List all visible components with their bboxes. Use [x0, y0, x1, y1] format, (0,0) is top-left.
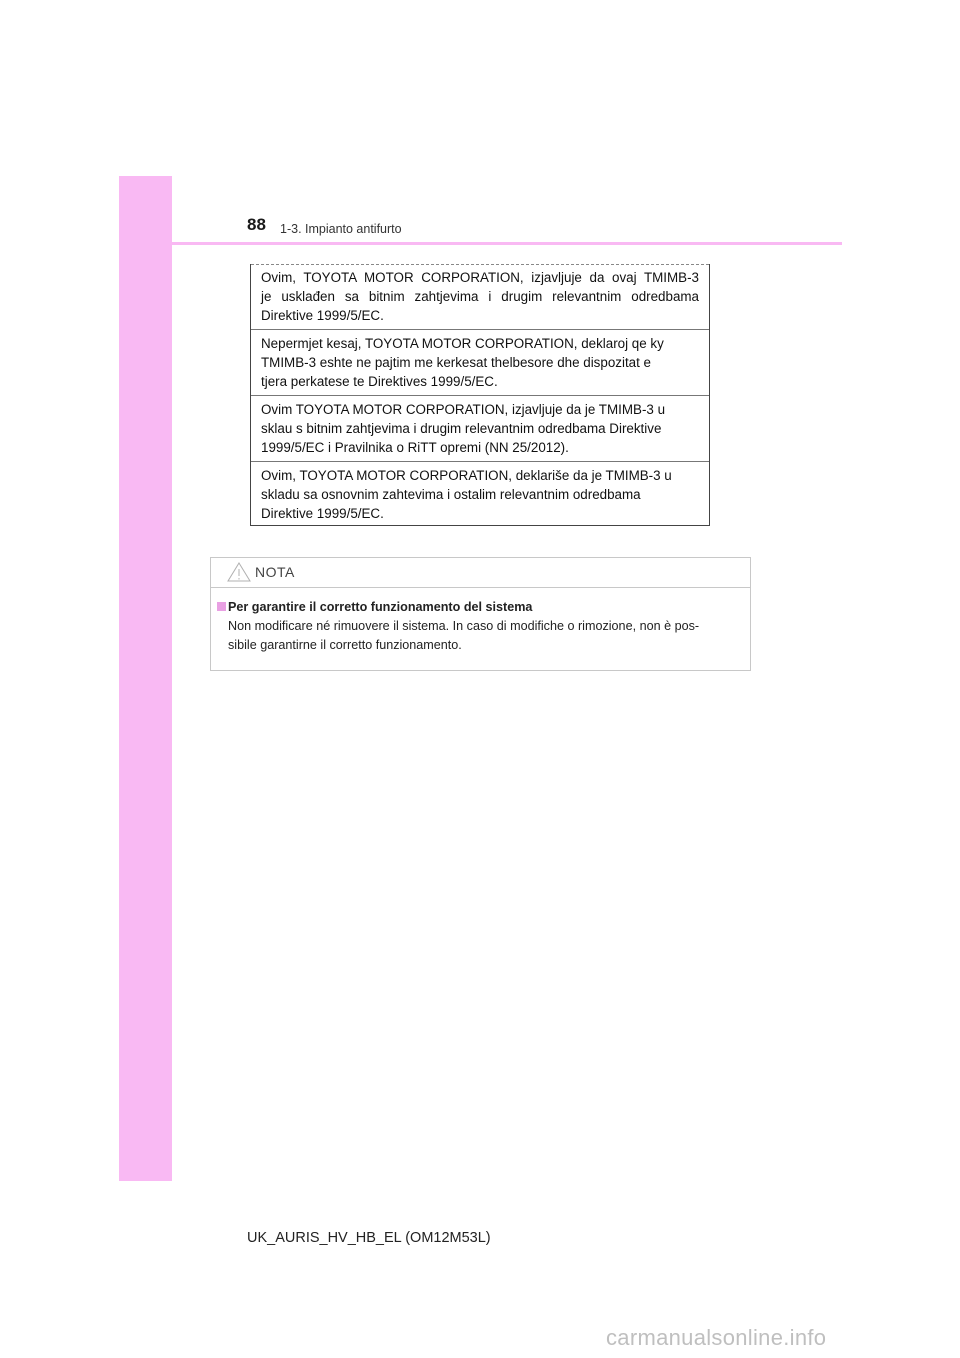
note-header: [211, 558, 750, 588]
note-item-title: [216, 598, 742, 617]
note-text-line: Non modificare né rimuovere il sistema. In caso di modifiche o rimozione, non è pos-: [228, 619, 700, 633]
side-color-band: [119, 176, 172, 1181]
declaration-line: Nepermjet kesaj, TOYOTA MOTOR CORPORATION, deklaroj qe ky: [261, 336, 664, 351]
note-box: [210, 557, 751, 671]
note-label: NOTA: [255, 564, 295, 580]
declaration-line: Direktive 1999/5/EC.: [261, 506, 384, 521]
declaration-row-albanian: [251, 329, 709, 395]
page-number: 88: [247, 215, 266, 234]
declaration-row-serbian: [251, 461, 709, 526]
declaration-line: Ovim, TOYOTA MOTOR CORPORATION, deklariše da je TMIMB-3 u: [261, 468, 672, 483]
declaration-line: 1999/5/EC i Pravilnika o RiTT opremi (NN 25/2012).: [261, 440, 569, 455]
declaration-line: sklau s bitnim zahtjevima i drugim relevantnim odredbama Direktive: [261, 421, 662, 436]
declaration-line: Ovim TOYOTA MOTOR CORPORATION, izjavljuje da je TMIMB-3 u: [261, 402, 666, 417]
watermark: carmanualsonline.info: [606, 1325, 827, 1350]
declaration-line: skladu sa osnovnim zahtevima i ostalim relevantnim odredbama: [261, 487, 641, 502]
declaration-line: Ovim, TOYOTA MOTOR CORPORATION, izjavljuje da ovaj TMIMB-3: [261, 270, 699, 285]
declaration-row-croatian: [251, 395, 709, 461]
note-item-title-text: Per garantire il corretto funzionamento del sistema: [228, 600, 533, 614]
note-body: [216, 598, 742, 655]
warning-triangle-icon: [227, 562, 251, 582]
declaration-line: TMIMB-3 eshte ne pajtim me kerkesat thelbesore dhe dispozitat e: [261, 355, 652, 370]
declaration-line: tjera perkatese te Direktives 1999/5/EC.: [261, 374, 498, 389]
declaration-line: Direktive 1999/5/EC.: [261, 308, 384, 323]
square-bullet-icon: [217, 602, 226, 611]
section-title: 1-3. Impianto antifurto: [280, 222, 402, 236]
header-rule: [119, 242, 842, 245]
note-text-line: sibile garantirne il corretto funzionamento.: [228, 638, 462, 652]
declaration-line: je usklađen sa bitnim zahtjevima i drugim relevantnim odredbama: [261, 289, 699, 304]
declaration-table: [250, 264, 710, 526]
footer-manual-code: UK_AURIS_HV_HB_EL (OM12M53L): [247, 1230, 491, 1246]
declaration-row-bosnian: [251, 264, 709, 329]
